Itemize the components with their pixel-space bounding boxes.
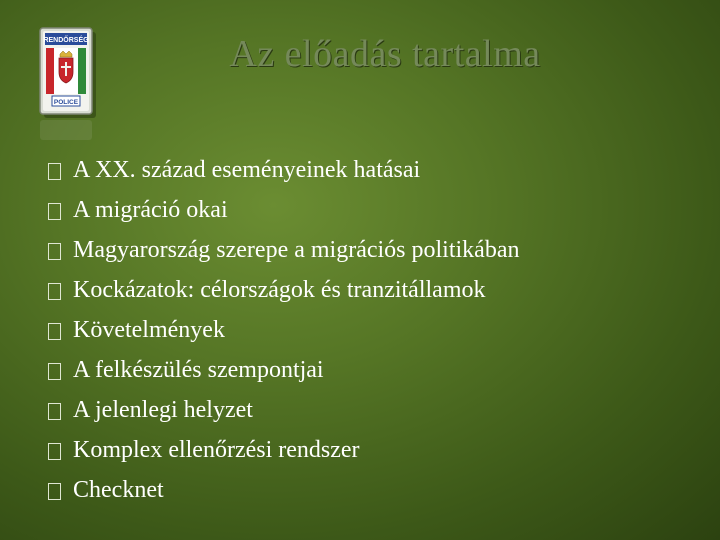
bullet-box-icon (48, 163, 61, 180)
list-item (48, 470, 519, 510)
bullet-box-icon (48, 363, 61, 380)
list-item-text: Magyarország szerepe a migrációs politikában (73, 237, 520, 263)
list-item (48, 350, 519, 390)
list-item (48, 390, 519, 430)
svg-text:RENDŐRSÉG: RENDŐRSÉG (43, 37, 89, 44)
list-item (48, 270, 519, 310)
list-item (48, 190, 519, 230)
list-item (48, 150, 519, 190)
bullet-list (48, 150, 519, 510)
list-item-text: A migráció okai (73, 197, 228, 223)
list-item (48, 310, 519, 350)
list-item-text: A jelenlegi helyzet (73, 397, 253, 423)
bullet-box-icon (48, 483, 61, 500)
list-item-text: Kockázatok: célországok és tranzitállamok (73, 277, 486, 303)
svg-text:POLICE: POLICE (53, 99, 79, 106)
bullet-box-icon (48, 203, 61, 220)
list-item-text: A felkészülés szempontjai (73, 357, 324, 383)
bullet-box-icon (48, 443, 61, 460)
bullet-box-icon (48, 243, 61, 260)
bullet-box-icon (48, 403, 61, 420)
list-item-text: A XX. század eseményeinek hatásai (73, 157, 421, 183)
list-item-text: Komplex ellenőrzési rendszer (73, 437, 360, 463)
police-badge-icon (28, 24, 98, 144)
bullet-box-icon (48, 283, 61, 300)
bullet-box-icon (48, 323, 61, 340)
list-item (48, 430, 519, 470)
list-item-text: Követelmények (73, 317, 225, 343)
slide-title: Az előadás tartalma (229, 33, 541, 75)
list-item-text: Checknet (73, 477, 164, 503)
list-item (48, 230, 519, 270)
